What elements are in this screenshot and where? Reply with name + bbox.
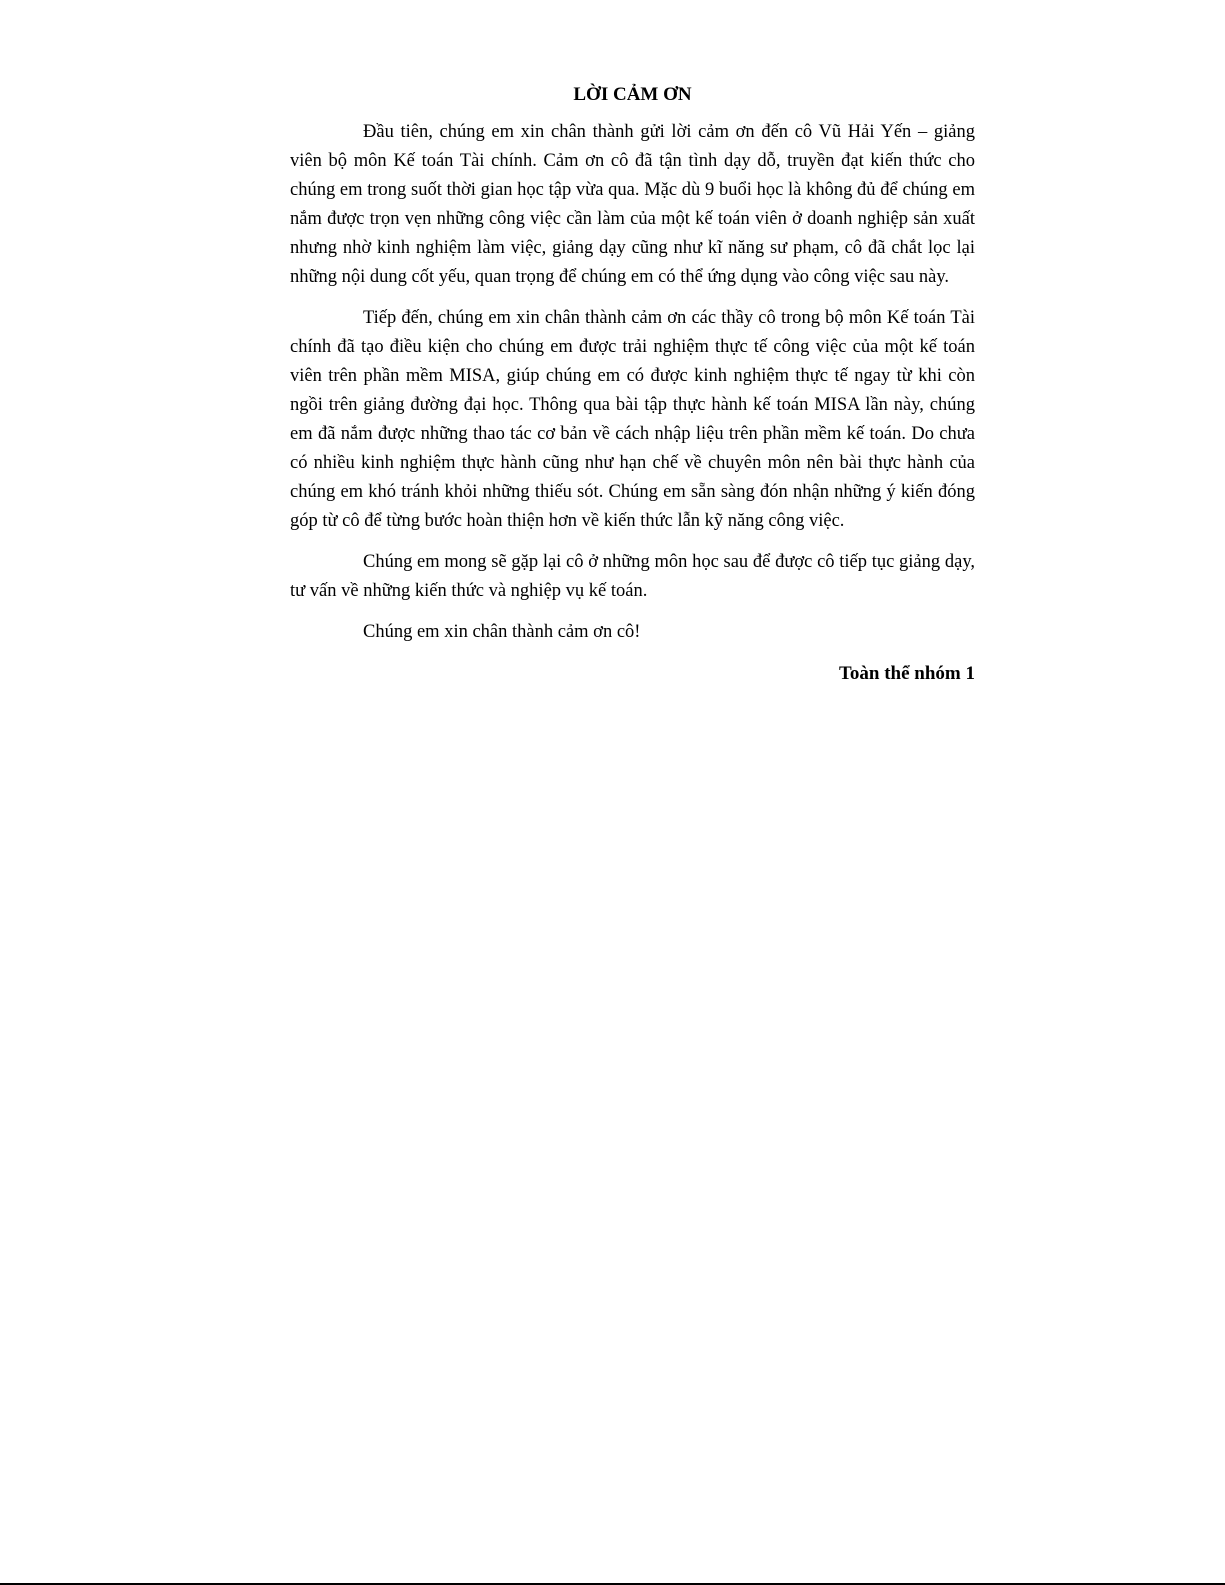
paragraph-department-thanks: Tiếp đến, chúng em xin chân thành cảm ơn các thầy cô trong bộ môn Kế toán Tài chính đã tạo điều kiện cho chúng em được trải nghiệm thực tế công việc của một kế toán viên trên phần mềm MISA, giúp chúng em có được kinh nghiệm thực tế ngay từ khi còn ngồi trên giảng đường đại học. Thông qua bài tập thực hành kế toán MISA lần này, chúng em đã nắm được những thao tác cơ bản về cách nhập liệu trên phần mềm kế toán. Do chưa có nhiều kinh nghiệm thực hành cũng như hạn chế về chuyên môn nên bài thực hành của chúng em khó tránh khỏi những thiếu sót. Chúng em sẵn sàng đón nhận những ý kiến đóng góp từ cô để từng bước hoàn thiện hơn về kiến thức lẫn kỹ năng công việc. [290, 308, 975, 531]
paragraph-hope: Chúng em mong sẽ gặp lại cô ở những môn học sau để được cô tiếp tục giảng dạy, tư vấn về những kiến thức và nghiệp vụ kế toán. [290, 552, 975, 601]
paragraph-closing: Chúng em xin chân thành cảm ơn cô! [363, 622, 641, 642]
document-title: LỜI CẢM ƠN [573, 84, 692, 105]
paragraph-intro: Đầu tiên, chúng em xin chân thành gửi lời cảm ơn đến cô Vũ Hải Yến – giảng viên bộ môn Kế toán Tài chính. Cảm ơn cô đã tận tình dạy dỗ, truyền đạt kiến thức cho chúng em trong suốt thời gian học tập vừa qua. Mặc dù 9 buổi học là không đủ để chúng em nắm được trọn vẹn những công việc cần làm của một kế toán viên ở doanh nghiệp sản xuất nhưng nhờ kinh nghiệm làm việc, giảng dạy cũng như kĩ năng sư phạm, cô đã chắt lọc lại những nội dung cốt yếu, quan trọng để chúng em có thể ứng dụng vào công việc sau này. [290, 122, 975, 287]
document-page [290, 80, 975, 689]
signature: Toàn thể nhóm 1 [838, 663, 975, 684]
